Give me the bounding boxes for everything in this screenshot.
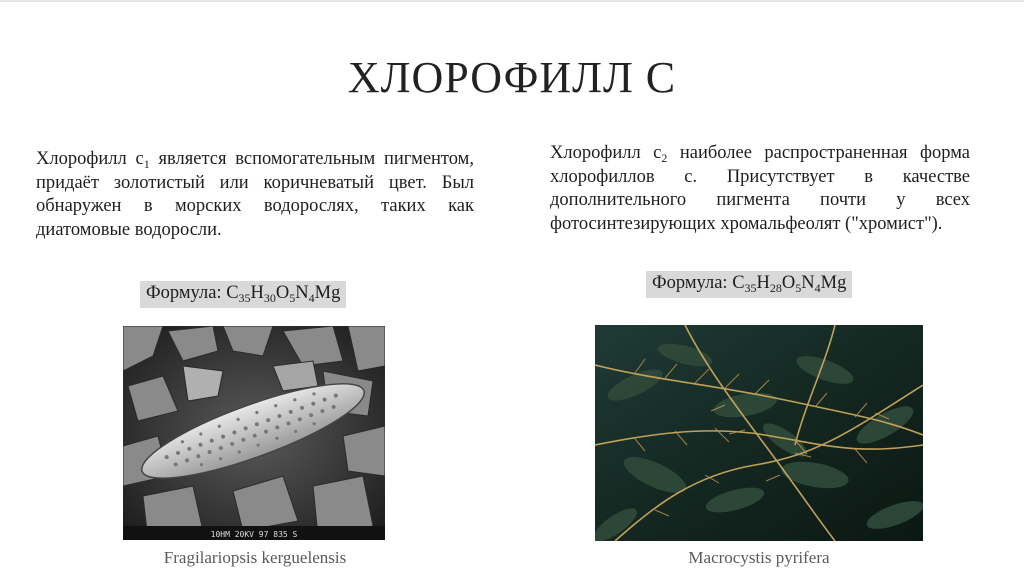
- formula-sub: 35: [744, 281, 757, 295]
- micrograph-overlay-text: 10НМ 20KV 97 835 S: [210, 530, 298, 539]
- c2-name: Хлорофилл c: [550, 143, 662, 163]
- formula-element: N: [801, 273, 815, 293]
- formula-element: Mg: [820, 273, 847, 293]
- c1-text: является вспомогательным пигментом, придаёт золотистый или коричневатый цвет. Был обнаружен в морских водорослях, таких как диатомовые водоросли.: [36, 149, 475, 240]
- c1-formula: [140, 281, 346, 308]
- diatom-caption: Fragilariopsis kerguelensis: [163, 548, 347, 567]
- formula-sub: 28: [769, 281, 782, 295]
- formula-element: O: [275, 283, 290, 303]
- formula-element: N: [295, 283, 309, 303]
- kelp-caption: Macrocystis pyrifera: [688, 548, 830, 567]
- formula-element: H: [756, 273, 770, 293]
- formula-sub: 35: [238, 291, 251, 305]
- formula-sub: 4: [308, 291, 315, 305]
- formula-element: Mg: [314, 283, 341, 303]
- c1-subscript: 1: [143, 157, 150, 171]
- diatom-micrograph: [123, 326, 385, 540]
- c1-name: Хлорофилл c: [36, 149, 144, 169]
- c2-text: наиболее распространенная форма хлорофиллов c. Присутствует в качестве дополнительного пигмента почти у всех фотосинтезирующих хромальфеолят ("хромист").: [550, 143, 971, 234]
- kelp-photo: [595, 325, 923, 541]
- formula-element: O: [781, 273, 796, 293]
- formula-sub: 5: [795, 281, 802, 295]
- c2-formula-prefix: Формула: C: [652, 273, 745, 293]
- c2-formula: [646, 271, 852, 298]
- c2-subscript: 2: [661, 151, 668, 165]
- formula-sub: 5: [289, 291, 296, 305]
- formula-sub: 30: [263, 291, 276, 305]
- formula-element: H: [250, 283, 264, 303]
- formula-sub: 4: [814, 281, 821, 295]
- slide-title: ХЛОРОФИЛЛ С: [347, 53, 677, 102]
- top-divider: [0, 0, 1024, 2]
- c1-formula-prefix: Формула: C: [146, 283, 239, 303]
- chlorophyll-c1-description: [36, 148, 474, 242]
- chlorophyll-c2-description: [550, 142, 970, 236]
